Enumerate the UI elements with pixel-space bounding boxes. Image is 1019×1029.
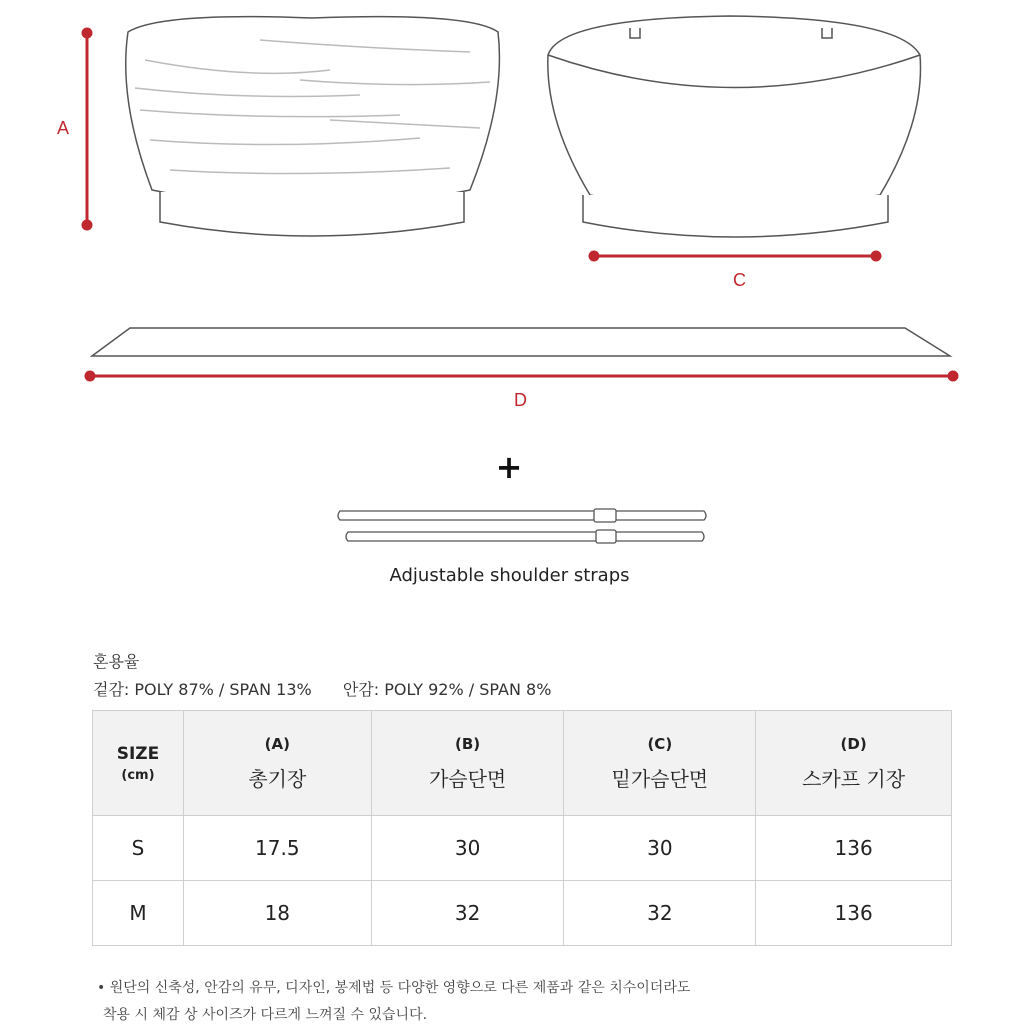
size-notes — [97, 975, 690, 1029]
lining-fabric: 안감: POLY 92% / SPAN 8% — [342, 680, 552, 699]
material-title: 혼용율 — [93, 652, 140, 671]
size-cell: M — [93, 881, 184, 946]
material-composition — [93, 676, 577, 704]
value-cell: 136 — [756, 881, 952, 946]
column-header-a: (A) 총기장 — [183, 711, 371, 816]
size-table — [92, 710, 952, 946]
value-cell: 32 — [371, 881, 564, 946]
note-line: 착용 시 체감 상 사이즈가 다르게 느껴질 수 있습니다. — [103, 1007, 428, 1023]
dimension-c-line — [589, 251, 881, 261]
shoulder-straps-drawing — [338, 509, 706, 543]
value-cell: 17.5 — [183, 816, 371, 881]
tube-top-back-drawing — [548, 16, 921, 237]
value-cell: 136 — [756, 816, 952, 881]
material-info — [93, 648, 577, 704]
note-line: • 원단의 신축성, 안감의 유무, 디자인, 봉제법 등 다양한 영향으로 다른 제품과 같은 치수이더라도 — [97, 980, 691, 996]
dimension-a-line — [82, 28, 92, 230]
value-cell: 30 — [371, 816, 564, 881]
scarf-drawing — [92, 328, 950, 356]
dimension-c-label: C — [733, 270, 746, 290]
table-header-row — [93, 711, 952, 816]
value-cell: 18 — [183, 881, 371, 946]
table-row — [93, 881, 952, 946]
size-cell: S — [93, 816, 184, 881]
dimension-a-label: A — [57, 118, 70, 138]
value-cell: 32 — [564, 881, 756, 946]
plus-sign: + — [495, 448, 523, 486]
outer-fabric: 겉감: POLY 87% / SPAN 13% — [93, 680, 312, 699]
dimension-d-line — [85, 371, 958, 381]
value-cell: 30 — [564, 816, 756, 881]
size-header-cell: SIZE (cm) — [93, 711, 184, 816]
dimension-d-label: D — [514, 390, 527, 410]
tube-top-front-drawing — [126, 17, 500, 236]
column-header-d: (D) 스카프 기장 — [756, 711, 952, 816]
column-header-c: (C) 밑가슴단면 — [564, 711, 756, 816]
column-header-b: (B) 가슴단면 — [371, 711, 564, 816]
table-row — [93, 816, 952, 881]
straps-caption: Adjustable shoulder straps — [389, 565, 630, 586]
